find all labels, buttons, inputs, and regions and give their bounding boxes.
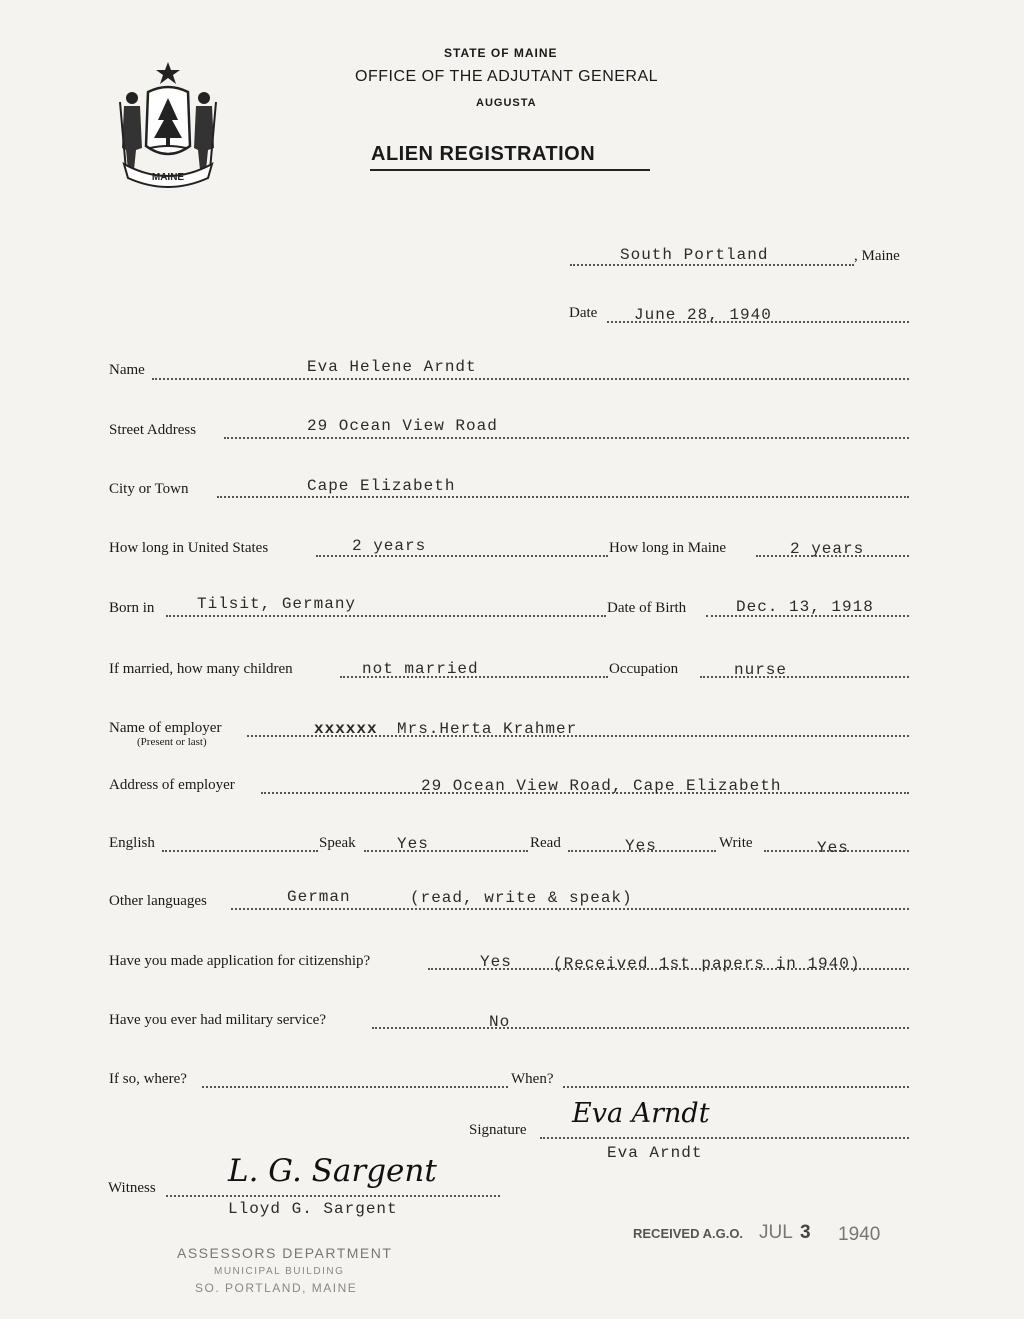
assessors-stamp-line3: SO. PORTLAND, MAINE: [195, 1281, 358, 1295]
occupation-value: nurse: [734, 661, 788, 679]
speak-value: Yes: [397, 835, 429, 853]
state-seal-icon: [112, 58, 224, 188]
speak-label: Speak: [319, 835, 356, 851]
where-label: If so, where?: [109, 1071, 187, 1087]
signature-typed: Eva Arndt: [607, 1144, 703, 1162]
read-value: Yes: [625, 837, 657, 855]
received-stamp-day: 3: [800, 1222, 811, 1243]
date-value: June 28, 1940: [634, 306, 772, 324]
write-label: Write: [719, 835, 753, 851]
born-value: Tilsit, Germany: [197, 595, 357, 613]
other-languages-detail: (read, write & speak): [410, 889, 633, 907]
children-value: not married: [362, 660, 479, 678]
citizenship-detail: (Received 1st papers in 1940): [553, 955, 861, 973]
assessors-stamp-line2: MUNICIPAL BUILDING: [214, 1266, 345, 1277]
place-suffix: , Maine: [854, 248, 900, 264]
office-heading: OFFICE OF THE ADJUTANT GENERAL: [355, 68, 659, 85]
employer-address-value: 29 Ocean View Road, Cape Elizabeth: [421, 777, 782, 795]
received-stamp-year: 1940: [838, 1224, 881, 1245]
witness-typed: Lloyd G. Sargent: [228, 1200, 398, 1218]
state-heading: STATE OF MAINE: [444, 46, 558, 60]
name-label: Name: [109, 362, 145, 378]
military-value: No: [489, 1013, 511, 1031]
seal-motto: MAINE: [151, 172, 185, 183]
english-label: English: [109, 835, 155, 851]
title-underline: [370, 169, 650, 171]
street-label: Street Address: [109, 422, 197, 438]
city-heading: AUGUSTA: [476, 97, 537, 109]
employer-label: Name of employer: [109, 720, 222, 736]
date-label: Date: [569, 305, 598, 321]
received-stamp-text: RECEIVED A.G.O.: [633, 1226, 744, 1241]
employer-struck: xxxxxx: [314, 720, 378, 738]
when-label: When?: [511, 1071, 554, 1087]
occupation-label: Occupation: [609, 661, 679, 677]
name-value: Eva Helene Arndt: [307, 358, 477, 376]
maine-time-value: 2 years: [790, 540, 865, 558]
received-stamp-month: JUL: [759, 1222, 793, 1243]
city-label: City or Town: [109, 481, 189, 497]
born-label: Born in: [109, 600, 155, 616]
us-time-value: 2 years: [352, 537, 427, 555]
signature-label: Signature: [469, 1122, 527, 1138]
maine-time-label: How long in Maine: [609, 540, 727, 556]
children-label: If married, how many children: [109, 661, 293, 677]
dob-label: Date of Birth: [607, 600, 687, 616]
signature-handwritten: Eva Arndt: [572, 1098, 710, 1129]
assessors-stamp-line1: ASSESSORS DEPARTMENT: [177, 1245, 393, 1261]
employer-sublabel: (Present or last): [137, 736, 207, 748]
other-languages-value: German: [287, 888, 351, 906]
citizenship-label: Have you made application for citizenship?: [109, 953, 371, 969]
military-label: Have you ever had military service?: [109, 1012, 326, 1028]
witness-label: Witness: [108, 1180, 156, 1196]
us-time-label: How long in United States: [109, 540, 269, 556]
street-value: 29 Ocean View Road: [307, 417, 498, 435]
city-value: Cape Elizabeth: [307, 477, 456, 495]
employer-value: Mrs.Herta Krahmer: [397, 720, 578, 738]
dob-value: Dec. 13, 1918: [736, 598, 874, 616]
read-label: Read: [530, 835, 561, 851]
citizenship-value: Yes: [480, 953, 512, 971]
other-languages-label: Other languages: [109, 893, 207, 909]
witness-handwritten: L. G. Sargent: [228, 1153, 437, 1189]
form-title: ALIEN REGISTRATION: [371, 143, 596, 165]
write-value: Yes: [817, 839, 849, 857]
employer-address-label: Address of employer: [109, 777, 235, 793]
place-value: South Portland: [620, 246, 769, 264]
